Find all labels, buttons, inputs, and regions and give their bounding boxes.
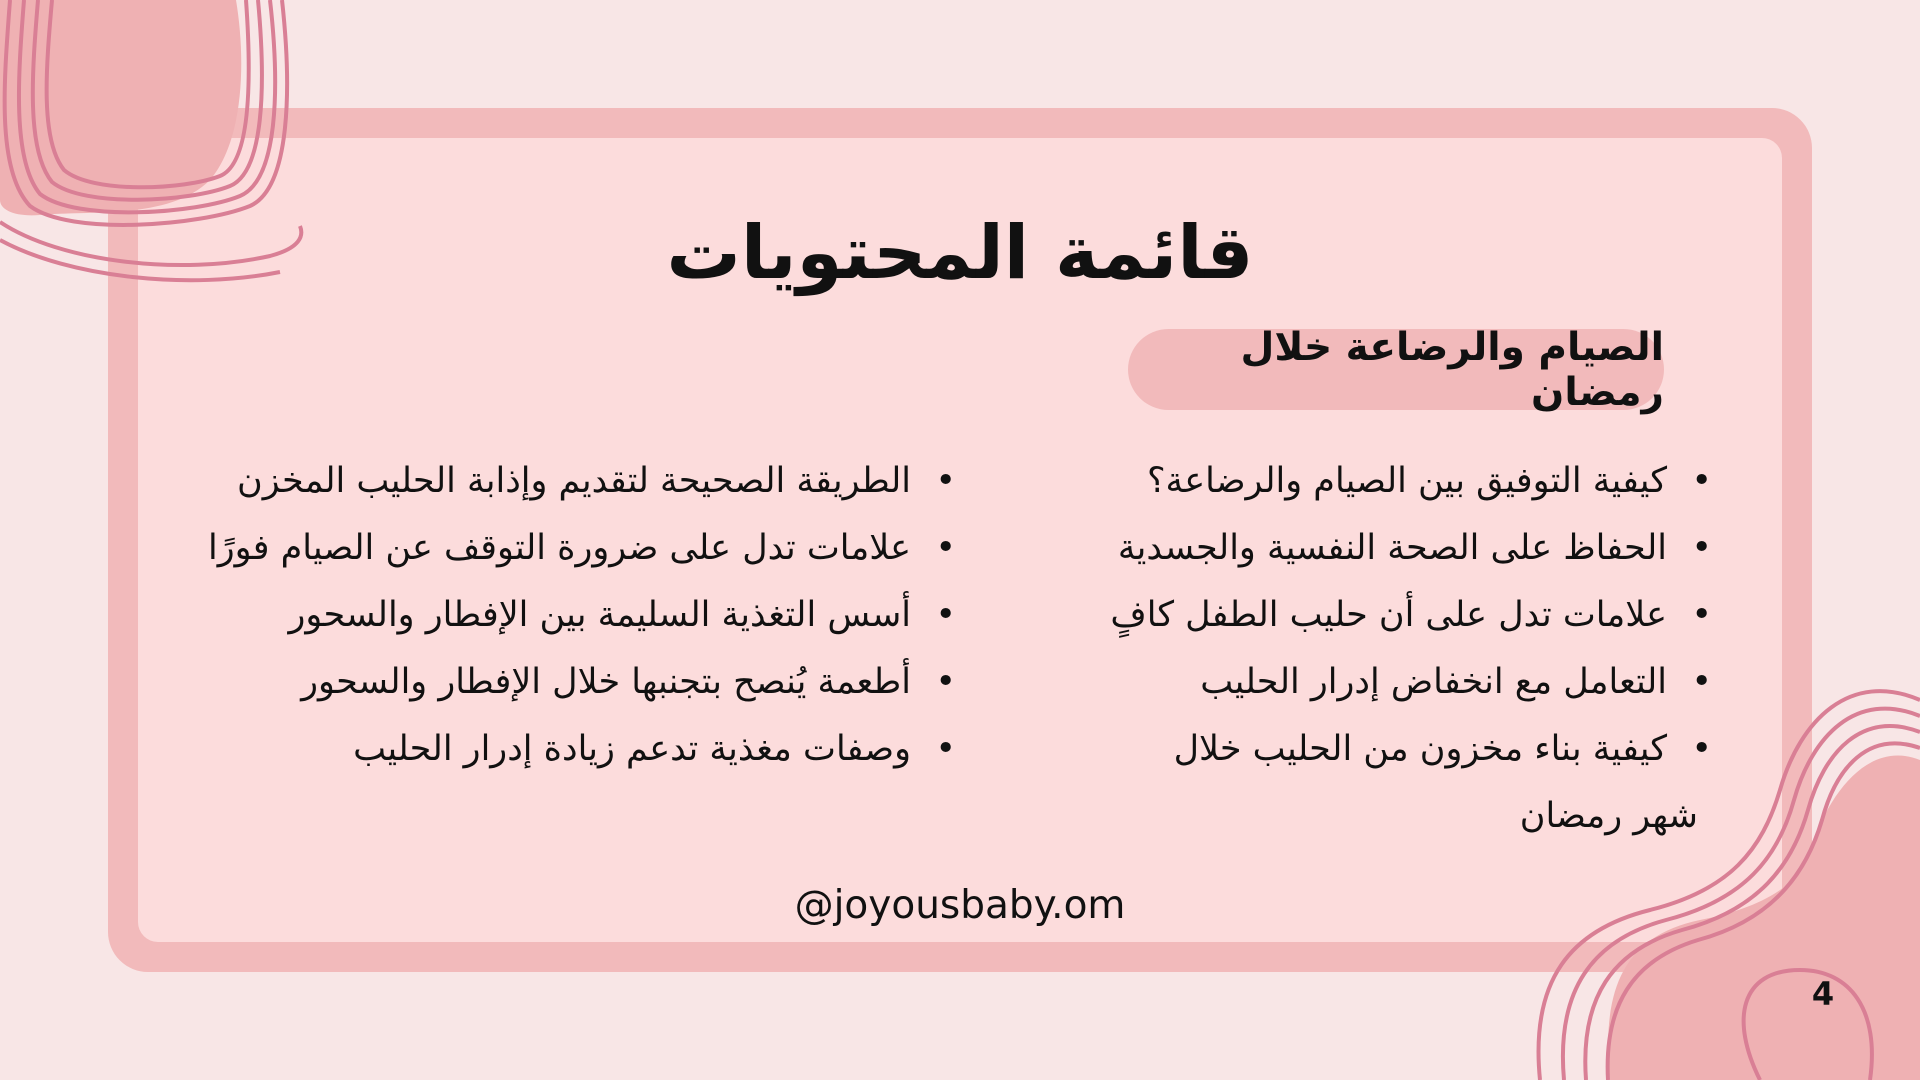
list-item (992, 716, 1712, 783)
list-item (96, 716, 956, 783)
section-heading-badge (1128, 324, 1664, 415)
social-handle: @joyousbaby.om (794, 883, 1126, 928)
list-item-text: كيفية بناء مخزون من الحليب خلال (1173, 729, 1667, 769)
bullet-icon: • (1691, 662, 1712, 702)
list-item-text: التعامل مع انخفاض إدرار الحليب (1200, 662, 1667, 702)
bullet-icon: • (935, 595, 956, 635)
bullet-icon: • (1691, 595, 1712, 635)
list-item (992, 448, 1712, 515)
list-item-text: الحفاظ على الصحة النفسية والجسدية (1117, 528, 1667, 568)
left-column-list (96, 448, 956, 783)
list-item-text: أسس التغذية السليمة بين الإفطار والسحور (288, 595, 911, 635)
list-item-text: كيفية التوفيق بين الصيام والرضاعة؟ (1146, 461, 1667, 501)
bullet-icon: • (935, 528, 956, 568)
right-column-list (992, 448, 1712, 783)
page-title: قائمة المحتويات (666, 210, 1254, 296)
list-item-text: وصفات مغذية تدعم زيادة إدرار الحليب (353, 729, 911, 769)
section-heading: الصيام والرضاعة خلال رمضان (1240, 324, 1664, 415)
bullet-icon: • (1691, 528, 1712, 568)
list-item (96, 582, 956, 649)
list-item-text: علامات تدل على أن حليب الطفل كافٍ (1110, 595, 1667, 635)
list-item (96, 448, 956, 515)
list-item (992, 515, 1712, 582)
list-item-continuation: شهر رمضان (1519, 796, 1698, 836)
bullet-icon: • (935, 662, 956, 702)
list-item-text: أطعمة يُنصح بتجنبها خلال الإفطار والسحور (301, 662, 911, 702)
bullet-icon: • (1691, 729, 1712, 769)
list-item (992, 582, 1712, 649)
list-item (96, 515, 956, 582)
bullet-icon: • (1691, 461, 1712, 501)
page-number: 4 (1811, 975, 1835, 1013)
bullet-icon: • (935, 461, 956, 501)
list-item (992, 649, 1712, 716)
bullet-icon: • (935, 729, 956, 769)
list-item-text: علامات تدل على ضرورة التوقف عن الصيام فورًا (208, 528, 911, 568)
list-item (96, 649, 956, 716)
list-item-text: الطريقة الصحيحة لتقديم وإذابة الحليب المخزن (236, 461, 911, 501)
